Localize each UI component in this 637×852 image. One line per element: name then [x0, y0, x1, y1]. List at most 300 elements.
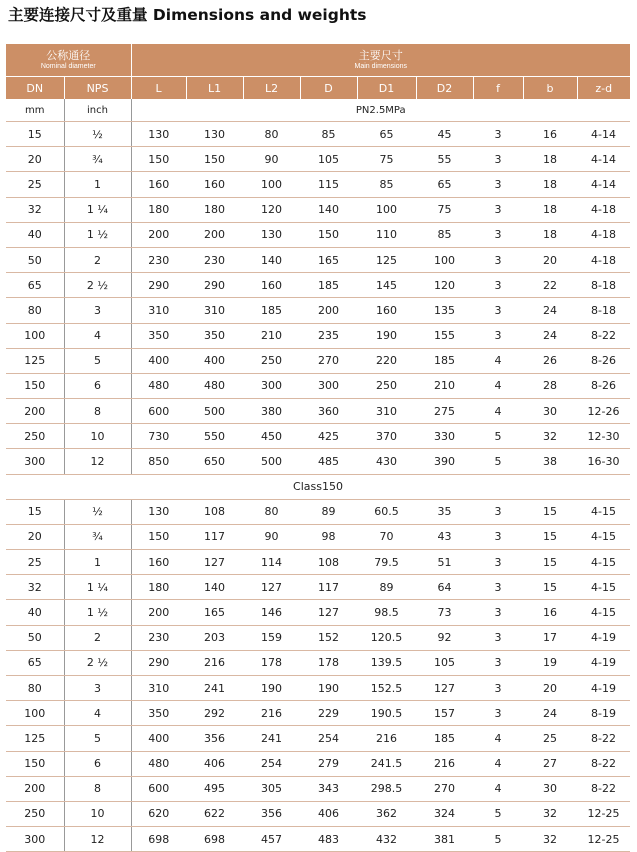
table-cell: 4-18	[577, 222, 630, 247]
table-cell: 3	[473, 122, 523, 147]
table-cell: 2	[64, 247, 131, 272]
table-cell: 22	[523, 273, 577, 298]
table-cell: 4-19	[577, 625, 630, 650]
table-cell: 24	[523, 298, 577, 323]
table-cell: 495	[186, 776, 243, 801]
table-cell: 28	[523, 373, 577, 398]
table-cell: 12-25	[577, 827, 630, 852]
table-cell: 730	[131, 424, 186, 449]
table-cell: 55	[416, 147, 473, 172]
table-cell: 230	[131, 247, 186, 272]
table-cell: 16	[523, 122, 577, 147]
section-label: PN2.5MPa	[131, 99, 630, 122]
table-cell: 362	[357, 801, 416, 826]
table-cell: 127	[243, 575, 300, 600]
table-cell: 155	[416, 323, 473, 348]
table-cell: 16	[523, 600, 577, 625]
table-cell: 4	[473, 348, 523, 373]
table-cell: 200	[131, 222, 186, 247]
table-row	[6, 675, 630, 700]
table-cell: 380	[243, 399, 300, 424]
table-cell: 8-22	[577, 726, 630, 751]
table-cell: 180	[131, 197, 186, 222]
table-cell: 140	[186, 575, 243, 600]
table-cell: 4	[473, 726, 523, 751]
table-cell: 5	[473, 801, 523, 826]
table-cell: 45	[416, 122, 473, 147]
table-cell: 30	[523, 776, 577, 801]
col-header-zd: z-d	[577, 77, 630, 100]
table-cell: 85	[357, 172, 416, 197]
table-cell: 850	[131, 449, 186, 474]
table-row	[6, 222, 630, 247]
table-cell: 24	[523, 701, 577, 726]
table-cell: 85	[416, 222, 473, 247]
table-cell: 26	[523, 348, 577, 373]
table-cell: 15	[523, 575, 577, 600]
col-header-d2: D2	[416, 77, 473, 100]
table-cell: 290	[131, 273, 186, 298]
table-cell: 130	[243, 222, 300, 247]
table-cell: 120	[243, 197, 300, 222]
table-cell: 10	[64, 424, 131, 449]
table-cell: 130	[131, 499, 186, 524]
table-cell: 500	[243, 449, 300, 474]
table-cell: 4	[473, 373, 523, 398]
table-cell: 98	[300, 524, 357, 549]
table-cell: 350	[131, 323, 186, 348]
table-cell: 216	[357, 726, 416, 751]
table-cell: 127	[186, 550, 243, 575]
table-cell: 20	[6, 147, 64, 172]
table-cell: 38	[523, 449, 577, 474]
table-cell: 3	[473, 650, 523, 675]
table-cell: 152	[300, 625, 357, 650]
table-cell: 120.5	[357, 625, 416, 650]
table-row	[6, 348, 630, 373]
table-cell: 150	[6, 373, 64, 398]
table-cell: 3	[473, 575, 523, 600]
table-cell: 100	[243, 172, 300, 197]
table-cell: 430	[357, 449, 416, 474]
table-cell: 125	[6, 348, 64, 373]
table-cell: 330	[416, 424, 473, 449]
table-cell: 300	[6, 827, 64, 852]
table-cell: 2	[64, 625, 131, 650]
table-row	[6, 625, 630, 650]
table-cell: 250	[6, 801, 64, 826]
page-title: 主要连接尺寸及重量 Dimensions and weights	[8, 6, 367, 24]
table-cell: 125	[357, 247, 416, 272]
table-cell: 12	[64, 449, 131, 474]
table-cell: 210	[416, 373, 473, 398]
col-header-d: D	[300, 77, 357, 100]
table-cell: 4-15	[577, 550, 630, 575]
table-cell: 4	[473, 399, 523, 424]
table-cell: 92	[416, 625, 473, 650]
table-cell: 180	[131, 575, 186, 600]
table-cell: 20	[523, 675, 577, 700]
table-cell: 2 ½	[64, 650, 131, 675]
table-cell: 73	[416, 600, 473, 625]
table-cell: 4-18	[577, 247, 630, 272]
table-cell: 310	[131, 298, 186, 323]
table-cell: 140	[300, 197, 357, 222]
nominal-diameter-zh: 公称通径	[46, 48, 91, 62]
column-header-row	[6, 77, 630, 100]
table-cell: 500	[186, 399, 243, 424]
table-cell: 50	[6, 247, 64, 272]
table-cell: 152.5	[357, 675, 416, 700]
table-row	[6, 373, 630, 398]
table-cell: 200	[186, 222, 243, 247]
table-cell: 3	[473, 625, 523, 650]
section-label: Class150	[6, 474, 630, 499]
table-cell: 100	[6, 323, 64, 348]
table-cell: 229	[300, 701, 357, 726]
table-cell: 8	[64, 399, 131, 424]
table-cell: 159	[243, 625, 300, 650]
table-cell: 180	[186, 197, 243, 222]
table-row	[6, 273, 630, 298]
table-cell: 3	[473, 147, 523, 172]
table-cell: 230	[186, 247, 243, 272]
table-cell: 370	[357, 424, 416, 449]
table-cell: 292	[186, 701, 243, 726]
table-cell: 8-22	[577, 751, 630, 776]
table-row	[6, 147, 630, 172]
table-cell: 6	[64, 751, 131, 776]
table-cell: 70	[357, 524, 416, 549]
header-group-row	[6, 44, 630, 77]
table-cell: 32	[523, 827, 577, 852]
table-cell: 8	[64, 776, 131, 801]
table-cell: 3	[473, 600, 523, 625]
table-row	[6, 524, 630, 549]
table-cell: 3	[473, 197, 523, 222]
table-row	[6, 197, 630, 222]
table-cell: 150	[131, 147, 186, 172]
table-cell: 15	[523, 499, 577, 524]
units-row	[6, 99, 630, 122]
table-cell: 160	[131, 172, 186, 197]
table-cell: 300	[300, 373, 357, 398]
table-cell: 43	[416, 524, 473, 549]
table-cell: 32	[523, 424, 577, 449]
table-cell: 79.5	[357, 550, 416, 575]
table-cell: 100	[357, 197, 416, 222]
table-cell: 117	[300, 575, 357, 600]
table-cell: 4-19	[577, 650, 630, 675]
table-cell: 3	[473, 273, 523, 298]
table-cell: 5	[473, 424, 523, 449]
unit-dn: mm	[6, 99, 64, 122]
table-cell: 600	[131, 399, 186, 424]
table-cell: 16-30	[577, 449, 630, 474]
table-cell: 254	[300, 726, 357, 751]
table-cell: 480	[131, 751, 186, 776]
col-header-l1: L1	[186, 77, 243, 100]
table-cell: 160	[131, 550, 186, 575]
table-cell: 12-26	[577, 399, 630, 424]
col-header-l2: L2	[243, 77, 300, 100]
table-cell: 200	[6, 399, 64, 424]
table-cell: 89	[300, 499, 357, 524]
table-cell: 241.5	[357, 751, 416, 776]
table-cell: 90	[243, 147, 300, 172]
table-cell: 698	[131, 827, 186, 852]
table-cell: 3	[473, 675, 523, 700]
table-cell: 4	[473, 751, 523, 776]
main-dimensions-en: Main dimensions	[354, 62, 408, 70]
table-cell: 25	[6, 550, 64, 575]
table-cell: 24	[523, 323, 577, 348]
table-cell: 115	[300, 172, 357, 197]
table-cell: 356	[186, 726, 243, 751]
table-cell: 485	[300, 449, 357, 474]
table-cell: 6	[64, 373, 131, 398]
table-cell: 4-15	[577, 524, 630, 549]
table-cell: 279	[300, 751, 357, 776]
table-cell: 4-15	[577, 575, 630, 600]
table-cell: 20	[523, 247, 577, 272]
table-cell: 650	[186, 449, 243, 474]
table-cell: 190.5	[357, 701, 416, 726]
table-cell: 200	[6, 776, 64, 801]
table-row	[6, 550, 630, 575]
table-cell: 4-19	[577, 675, 630, 700]
table-cell: 290	[186, 273, 243, 298]
table-row	[6, 122, 630, 147]
table-cell: 210	[243, 323, 300, 348]
table-cell: 1 ½	[64, 600, 131, 625]
table-cell: 5	[64, 348, 131, 373]
table-cell: 12-30	[577, 424, 630, 449]
table-cell: 190	[300, 675, 357, 700]
table-cell: 400	[131, 726, 186, 751]
table-cell: 480	[131, 373, 186, 398]
table-cell: 75	[416, 197, 473, 222]
table-cell: 3	[473, 247, 523, 272]
table-cell: 50	[6, 625, 64, 650]
table-cell: 190	[357, 323, 416, 348]
table-cell: 203	[186, 625, 243, 650]
table-cell: 160	[243, 273, 300, 298]
table-cell: 250	[243, 348, 300, 373]
table-cell: 120	[416, 273, 473, 298]
table-cell: 241	[243, 726, 300, 751]
table-cell: 698	[186, 827, 243, 852]
table-cell: 5	[64, 726, 131, 751]
table-cell: 350	[131, 701, 186, 726]
table-cell: 4	[473, 776, 523, 801]
table-cell: 235	[300, 323, 357, 348]
table-cell: 3	[473, 298, 523, 323]
table-cell: 450	[243, 424, 300, 449]
table-cell: 1	[64, 172, 131, 197]
table-cell: 185	[243, 298, 300, 323]
table-cell: 360	[300, 399, 357, 424]
table-row	[6, 449, 630, 474]
table-cell: 620	[131, 801, 186, 826]
unit-nps: inch	[64, 99, 131, 122]
table-body	[6, 99, 630, 852]
table-row	[6, 298, 630, 323]
table-cell: 17	[523, 625, 577, 650]
table-cell: 4-14	[577, 172, 630, 197]
table-cell: 10	[64, 801, 131, 826]
table-row	[6, 650, 630, 675]
table-cell: 150	[186, 147, 243, 172]
table-cell: 3	[473, 323, 523, 348]
table-cell: 18	[523, 147, 577, 172]
table-cell: 90	[243, 524, 300, 549]
table-cell: 1	[64, 550, 131, 575]
table-cell: 622	[186, 801, 243, 826]
table-cell: 130	[186, 122, 243, 147]
table-row	[6, 776, 630, 801]
table-cell: 324	[416, 801, 473, 826]
table-cell: 89	[357, 575, 416, 600]
table-cell: 8-26	[577, 373, 630, 398]
table-cell: 4-15	[577, 600, 630, 625]
table-cell: 241	[186, 675, 243, 700]
table-cell: 483	[300, 827, 357, 852]
table-cell: 135	[416, 298, 473, 323]
table-cell: 40	[6, 600, 64, 625]
table-cell: 8-18	[577, 298, 630, 323]
nominal-diameter-en: Nominal diameter	[40, 62, 96, 70]
table-cell: 150	[6, 751, 64, 776]
table-cell: 18	[523, 197, 577, 222]
table-cell: 3	[473, 172, 523, 197]
table-cell: 5	[473, 449, 523, 474]
table-cell: 130	[131, 122, 186, 147]
table-cell: 185	[416, 348, 473, 373]
table-cell: 25	[6, 172, 64, 197]
table-cell: 8-18	[577, 273, 630, 298]
table-cell: 350	[186, 323, 243, 348]
main-dimensions-zh: 主要尺寸	[358, 48, 403, 62]
table-cell: 270	[416, 776, 473, 801]
table-cell: 105	[300, 147, 357, 172]
table-row	[6, 600, 630, 625]
table-cell: 216	[243, 701, 300, 726]
table-cell: 98.5	[357, 600, 416, 625]
table-cell: 381	[416, 827, 473, 852]
table-cell: 4-14	[577, 147, 630, 172]
table-row	[6, 247, 630, 272]
table-cell: 65	[6, 650, 64, 675]
table-cell: 108	[186, 499, 243, 524]
table-cell: 75	[357, 147, 416, 172]
table-cell: 108	[300, 550, 357, 575]
table-cell: 432	[357, 827, 416, 852]
table-cell: 15	[523, 524, 577, 549]
table-cell: 220	[357, 348, 416, 373]
table-cell: 250	[6, 424, 64, 449]
table-row	[6, 575, 630, 600]
col-header-dn: DN	[6, 77, 64, 100]
table-cell: 400	[131, 348, 186, 373]
table-cell: 35	[416, 499, 473, 524]
table-cell: 65	[416, 172, 473, 197]
table-cell: 165	[300, 247, 357, 272]
table-cell: 80	[6, 675, 64, 700]
table-cell: 139.5	[357, 650, 416, 675]
table-cell: 356	[243, 801, 300, 826]
table-cell: 3	[473, 550, 523, 575]
table-cell: 20	[6, 524, 64, 549]
table-cell: 127	[416, 675, 473, 700]
table-cell: 80	[6, 298, 64, 323]
table-cell: ½	[64, 499, 131, 524]
table-cell: 160	[186, 172, 243, 197]
table-cell: 114	[243, 550, 300, 575]
table-cell: 178	[243, 650, 300, 675]
table-cell: 19	[523, 650, 577, 675]
table-cell: 190	[243, 675, 300, 700]
table-row	[6, 499, 630, 524]
table-cell: 185	[416, 726, 473, 751]
table-cell: 406	[300, 801, 357, 826]
table-cell: 15	[6, 499, 64, 524]
table-cell: 100	[6, 701, 64, 726]
table-cell: 3	[473, 499, 523, 524]
table-row	[6, 424, 630, 449]
table-cell: 305	[243, 776, 300, 801]
table-cell: 3	[64, 298, 131, 323]
table-row	[6, 801, 630, 826]
table-cell: 343	[300, 776, 357, 801]
section-row	[6, 474, 630, 499]
table-cell: 270	[300, 348, 357, 373]
table-cell: 275	[416, 399, 473, 424]
table-cell: 60.5	[357, 499, 416, 524]
table-row	[6, 172, 630, 197]
table-cell: 216	[416, 751, 473, 776]
table-cell: 400	[186, 348, 243, 373]
table-cell: 18	[523, 172, 577, 197]
col-header-f: f	[473, 77, 523, 100]
table-cell: 150	[131, 524, 186, 549]
table-cell: 4-14	[577, 122, 630, 147]
table-cell: 18	[523, 222, 577, 247]
col-header-d1: D1	[357, 77, 416, 100]
table-cell: 140	[243, 247, 300, 272]
table-cell: 298.5	[357, 776, 416, 801]
table-cell: 8-19	[577, 701, 630, 726]
table-row	[6, 751, 630, 776]
table-cell: 12	[64, 827, 131, 852]
table-cell: 145	[357, 273, 416, 298]
col-header-nps: NPS	[64, 77, 131, 100]
table-cell: 5	[473, 827, 523, 852]
table-cell: 3	[473, 524, 523, 549]
table-cell: 40	[6, 222, 64, 247]
table-cell: 150	[300, 222, 357, 247]
table-cell: 4-15	[577, 499, 630, 524]
table-cell: 12-25	[577, 801, 630, 826]
table-cell: ¾	[64, 524, 131, 549]
table-cell: 390	[416, 449, 473, 474]
table-cell: 300	[243, 373, 300, 398]
table-cell: 1 ¼	[64, 197, 131, 222]
table-cell: 100	[416, 247, 473, 272]
table-cell: 3	[473, 701, 523, 726]
table-row	[6, 399, 630, 424]
table-cell: 4	[64, 701, 131, 726]
